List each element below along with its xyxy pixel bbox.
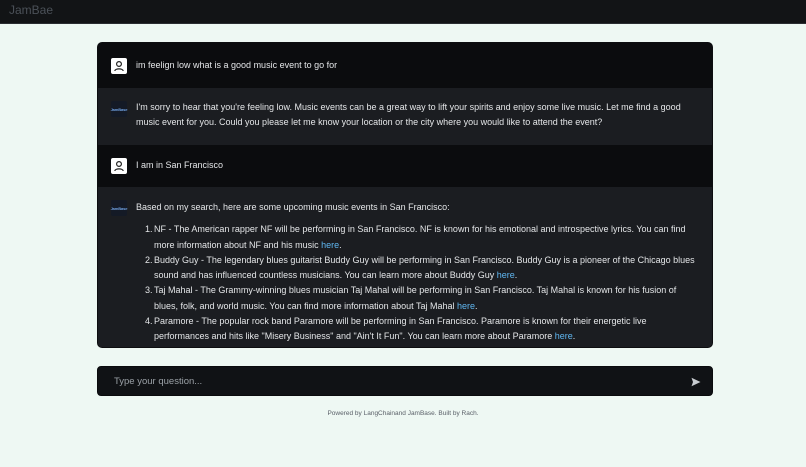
chat-panel[interactable]: [97, 42, 713, 348]
jambase-logo-text: JamBase: [110, 205, 128, 211]
app-title: JamBae: [9, 3, 54, 17]
message-text: I am in San Francisco: [136, 160, 224, 170]
message-text: I'm sorry to hear that you're feeling low. Music events can be a great way to lift your spirits and enjoy some live music. Let me find a good music event for you. Could you please let me know your location or the city where you would like to attend the event?: [136, 102, 681, 128]
event-link-buddy-guy[interactable]: here: [496, 270, 515, 281]
event-text-end: .: [339, 239, 342, 250]
event-link-paramore[interactable]: here: [554, 331, 573, 342]
user-icon: [111, 58, 127, 74]
event-text: Buddy Guy - The legendary blues guitarist Buddy Guy will be performing in San Francisco. Buddy Guy is a pioneer of the Chicago blues sound and has influenced countless musicians. You can learn more about Buddy Guy: [154, 254, 695, 281]
question-input-bar: [97, 366, 713, 396]
top-bar: [0, 0, 806, 24]
jambase-logo-text: JamBase: [110, 106, 128, 112]
event-text: NF - The American rapper NF will be performing in San Francisco. NF is known for his emotional and introspective lyrics. You can find more information about NF and his music: [154, 224, 686, 250]
chat-message-user: [98, 43, 712, 88]
chat-message-bot: [98, 187, 712, 348]
event-link-nf[interactable]: here: [321, 239, 340, 250]
event-text-end: .: [514, 270, 518, 281]
event-text: Taj Mahal - The Grammy-winning blues musician Taj Mahal will be performing in San Francisco. Taj Mahal is known for his fusion of blues, folk, and world music. You can find more information about Taj Mahal: [154, 285, 677, 311]
event-item: [145, 222, 700, 253]
jambase-logo-icon: [111, 101, 127, 117]
event-list: [136, 222, 700, 344]
event-link-taj-mahal[interactable]: here: [457, 300, 476, 311]
chat-message-user: [98, 145, 712, 187]
event-text-end: .: [475, 300, 478, 311]
message-intro: Based on my search, here are some upcoming music events in San Francisco:: [136, 202, 450, 212]
message-body: [136, 200, 700, 345]
message-text: im feelign low what is a good music event to go for: [136, 60, 338, 70]
event-item: [145, 283, 700, 314]
event-item: [145, 253, 700, 284]
footer-credit: Powered by LangChainand JamBase. Built by Rach.: [327, 410, 479, 417]
event-text: Paramore - The popular rock band Paramore will be performing in San Francisco. Paramore is known for their energetic live performances and hits like "Misery Business" and "Ain't It Fun". You can learn more about Paramore: [154, 316, 647, 342]
jambase-logo-icon: [111, 200, 127, 216]
event-text-end: .: [572, 331, 576, 342]
user-icon: [111, 158, 127, 174]
chat-message-bot: [98, 88, 712, 145]
event-item: [145, 314, 700, 345]
send-icon[interactable]: [690, 375, 702, 387]
question-input[interactable]: [114, 367, 674, 395]
